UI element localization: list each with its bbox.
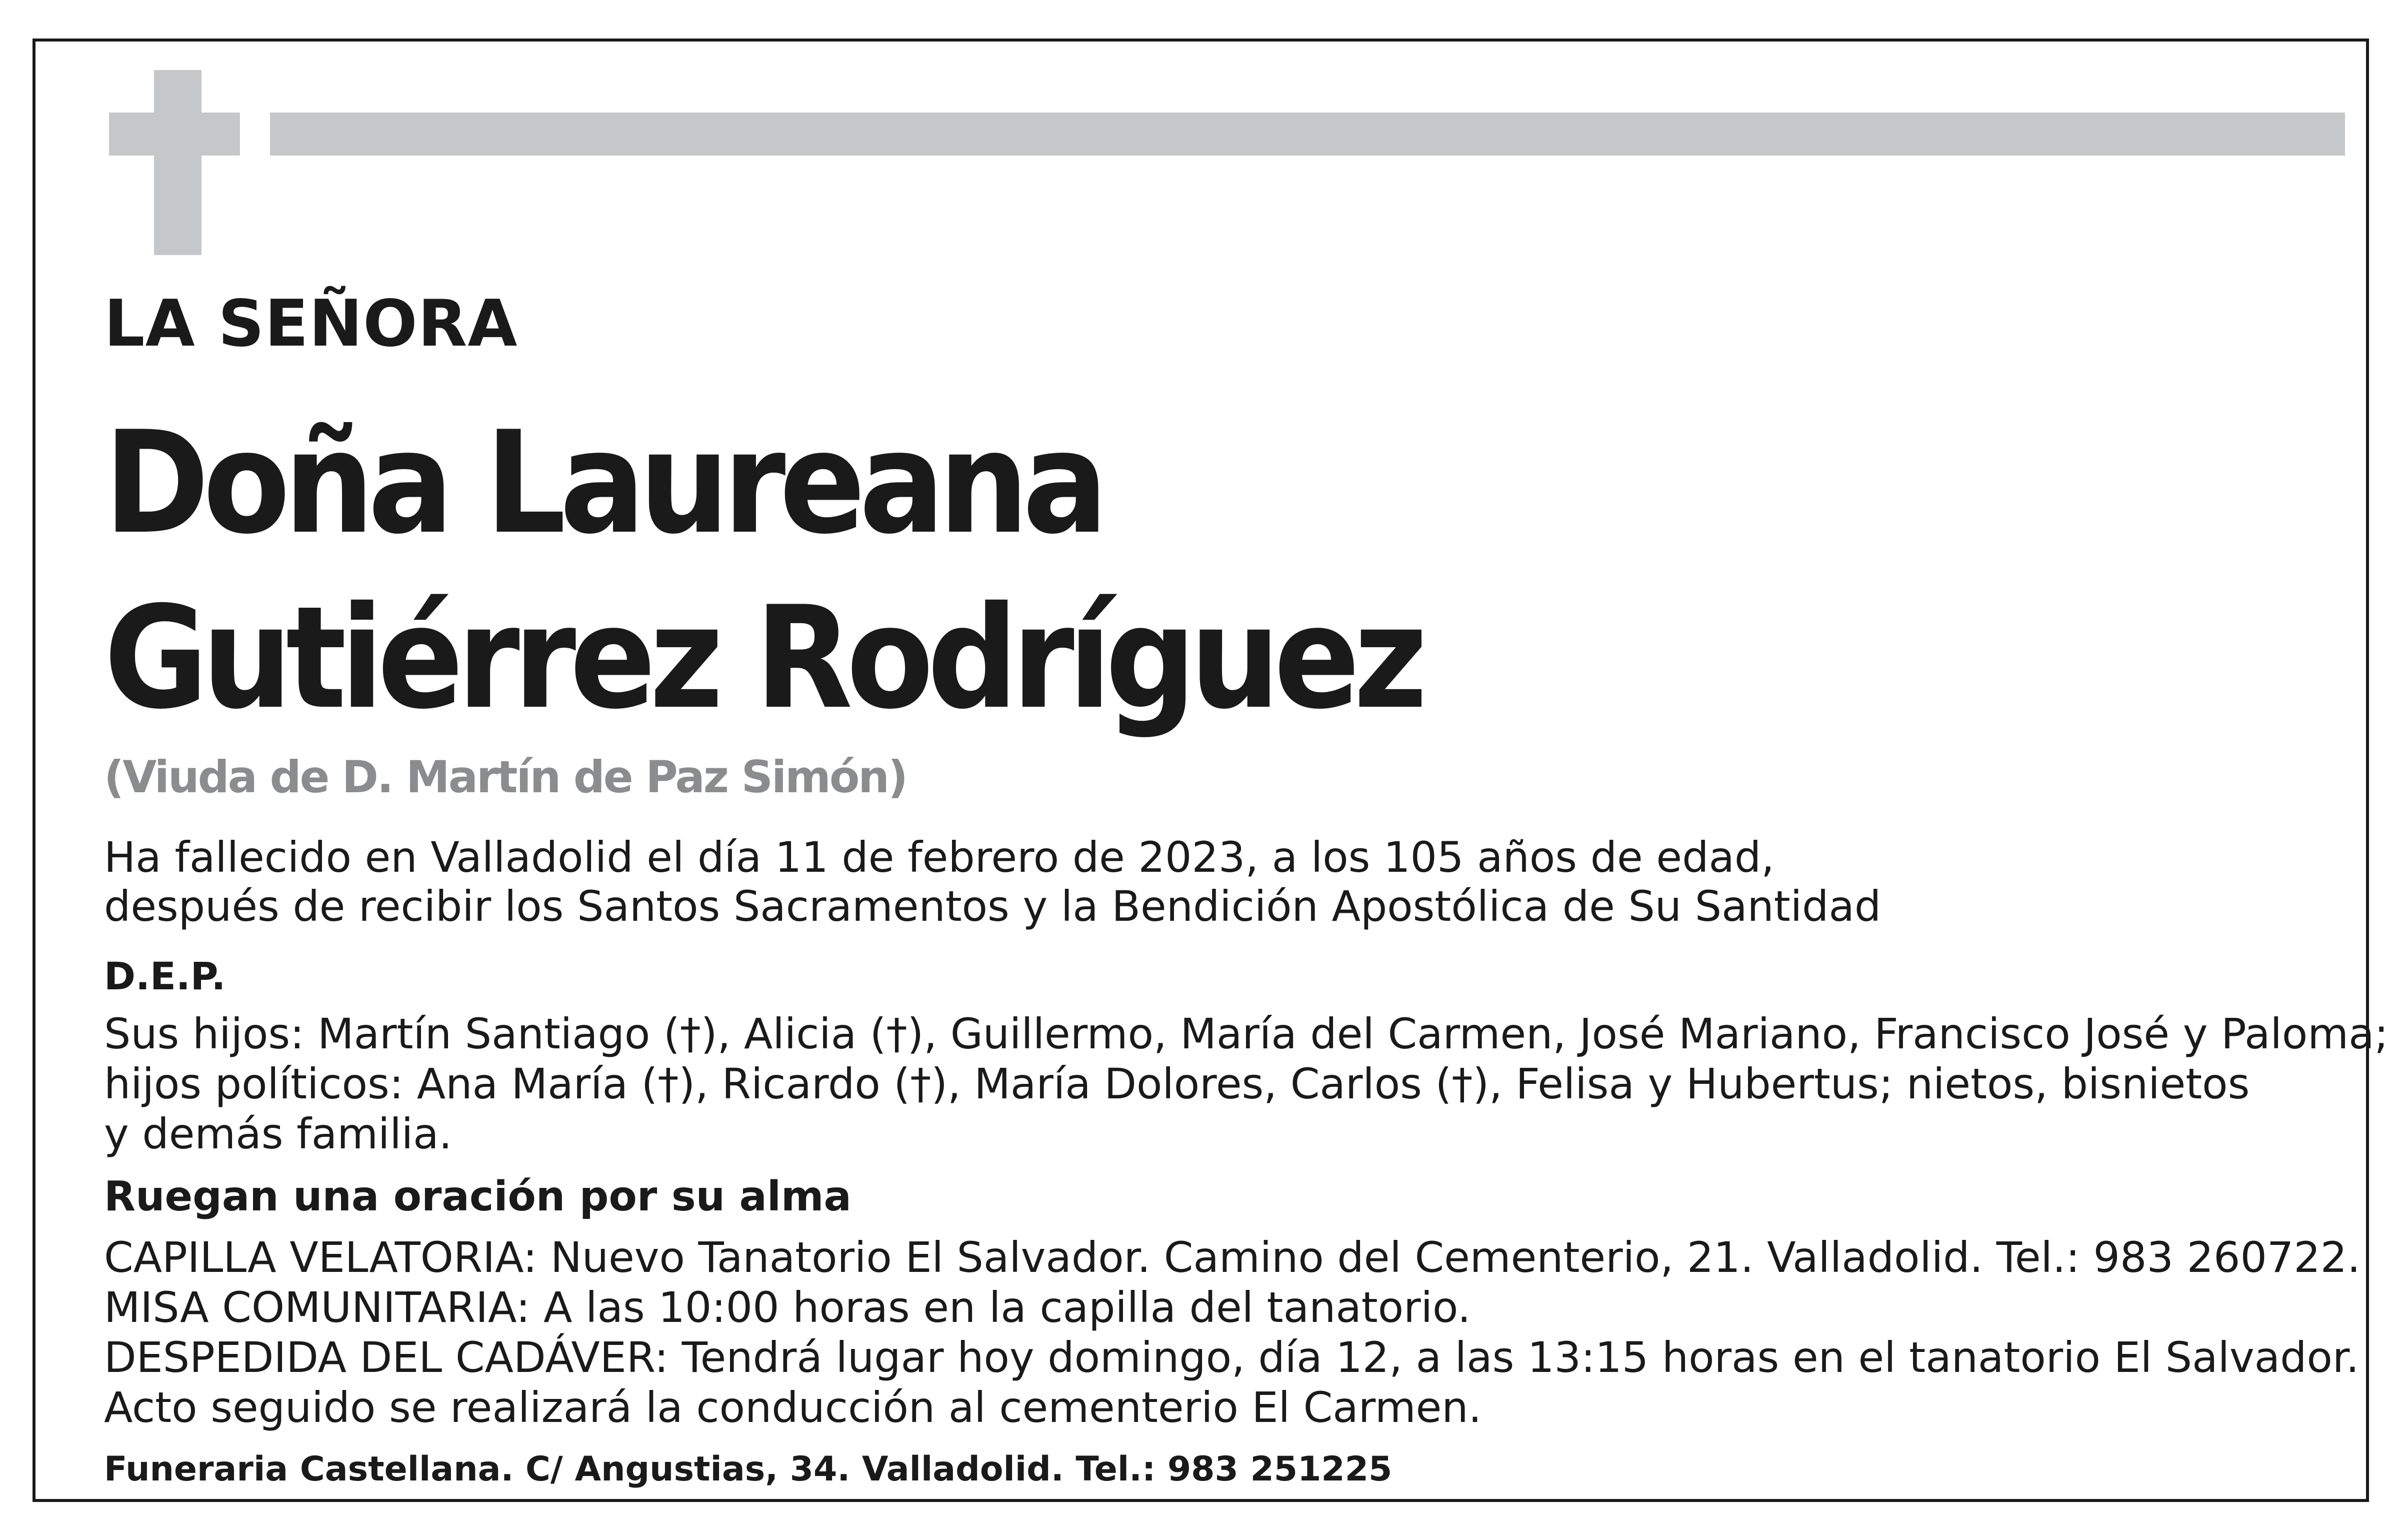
rip-abbreviation: D.E.P. [104, 954, 226, 998]
header-rule [270, 113, 2345, 156]
cross-vertical-bar [154, 70, 202, 255]
deceased-name-line-2: Gutiérrez Rodríguez [104, 576, 1422, 740]
deceased-name-line-1: Doña Laureana [104, 401, 1102, 565]
service-info-line: CAPILLA VELATORIA: Nuevo Tanatorio El Salvador. Camino del Cementerio, 21. Valladolid. Tel.: 983 260722. [104, 1233, 2360, 1282]
family-line: Sus hijos: Martín Santiago (†), Alicia (†), Guillermo, María del Carmen, José Mariano, Francisco José y Paloma; [104, 1009, 2388, 1058]
service-info-line: Acto seguido se realizará la conducción al cementerio El Carmen. [104, 1383, 1482, 1432]
cross-horizontal-bar [109, 113, 240, 156]
widow-of-subtitle: (Viuda de D. Martín de Paz Simón) [104, 751, 907, 803]
honorific: LA SEÑORA [104, 287, 518, 361]
prayer-request: Ruegan una oración por su alma [104, 1173, 852, 1220]
service-info-line: MISA COMUNITARIA: A las 10:00 horas en la capilla del tanatorio. [104, 1283, 1471, 1332]
service-info-line: DESPEDIDA DEL CADÁVER: Tendrá lugar hoy domingo, día 12, a las 13:15 horas en el tanatorio El Salvador. [104, 1333, 2360, 1382]
funeral-home-footer: Funeraria Castellana. C/ Angustias, 34. Valladolid. Tel.: 983 251225 [104, 1449, 1392, 1489]
death-announcement-line: Ha fallecido en Valladolid el día 11 de febrero de 2023, a los 105 años de edad, [104, 833, 1774, 882]
family-line: hijos políticos: Ana María (†), Ricardo (†), María Dolores, Carlos (†), Felisa y Hubertus; nietos, bisnietos [104, 1059, 2250, 1108]
family-line: y demás familia. [104, 1109, 452, 1158]
death-announcement-line: después de recibir los Santos Sacramentos y la Bendición Apostólica de Su Santidad [104, 882, 1882, 931]
